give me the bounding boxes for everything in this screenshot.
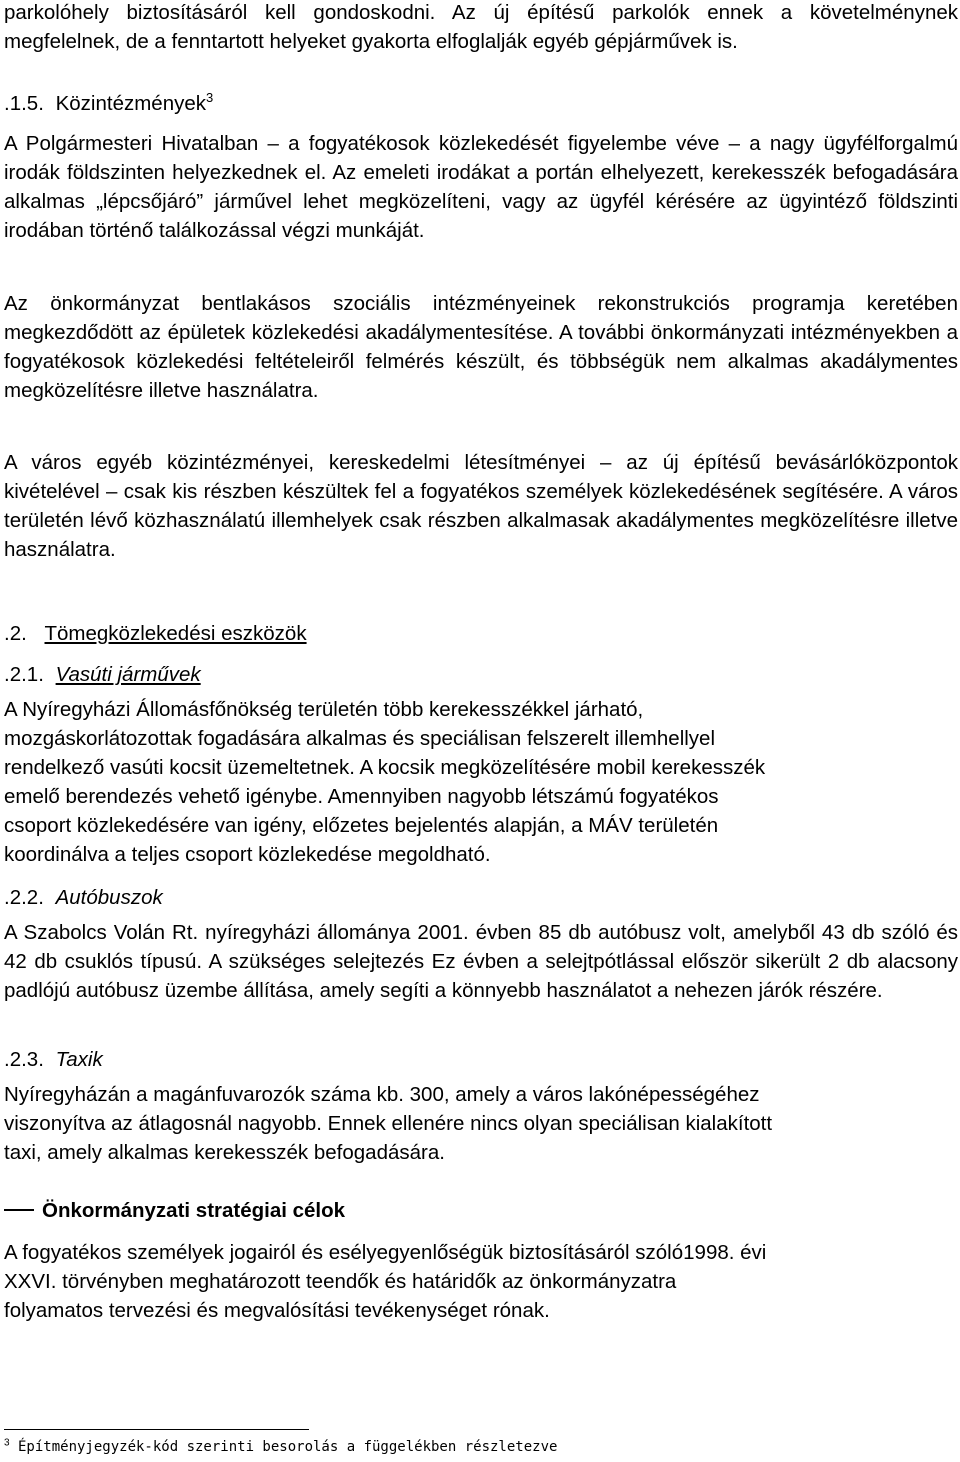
section-title: Taxik (55, 1048, 103, 1071)
text-line: rendelkező vasúti kocsit üzemeltetnek. A kocsik megközelítésére mobil kerekesszék (4, 756, 766, 779)
paragraph-social-institutions: Az önkormányzat bentlakásos szociális intézményeinek rekonstrukciós programja keretében megkezdődött az épületek közlekedési akadálymentesítése. A további önkormányzati intézményekben a fogyatékosok közlekedési feltételeiről felmérés készült, és többségük nem alkalmas akadálymentes megközelítésre illetve használatra. (4, 292, 958, 402)
footnote-divider (4, 1429, 309, 1430)
section-number: .2.3. (4, 1048, 44, 1071)
text-line: csoport közlekedésére van igény, előzetes bejelentés alapján, a MÁV területén (4, 814, 719, 837)
text-line: viszonyítva az átlagosnál nagyobb. Ennek ellenére nincs olyan speciálisan kialakított (4, 1112, 773, 1135)
section-heading-2-2 (4, 883, 163, 912)
paragraph-mayors-office: A Polgármesteri Hivatalban – a fogyatékosok közlekedését figyelembe véve – a nagy ügyfélforgalmú irodák földszinten helyezkednek el. Az emeleti irodákat a portán elhelyezett, kerekesszék befogadására alkalmas „lépcsőjáró” járművel lehet megközelíteni, vagy az ügyfél kérésére az ügyintéző földszinti irodában történő találkozással végzi munkáját. (4, 132, 958, 242)
section-title: Tömegközlekedési eszközök (44, 622, 307, 645)
paragraph-strategy (4, 1238, 958, 1325)
section-title: Autóbuszok (55, 886, 163, 909)
section-heading-2 (4, 619, 307, 648)
text-line: XXVI. törvényben meghatározott teendők és határidők az önkormányzatra (4, 1270, 677, 1293)
text-line: Nyíregyházán a magánfuvarozók száma kb. 300, amely a város lakónépességéhez (4, 1083, 760, 1106)
section-number: .2. (4, 622, 27, 645)
text-line: emelő berendezés vehető igénybe. Amennyiben nagyobb létszámú fogyatékos (4, 785, 719, 808)
section-number: .2.2. (4, 886, 44, 909)
section-title: Vasúti járművek (55, 663, 201, 686)
paragraph-parking: parkolóhely biztosításáról kell gondoskodni. Az új építésű parkolók ennek a követelménynek megfelelnek, de a fenntartott helyeket gyakorta elfoglalják egyéb gépjárművek is. (4, 1, 958, 53)
footnote-text: Építményjegyzék-kód szerinti besorolás a függelékben részletezve (18, 1439, 558, 1455)
text-line: A Nyíregyházi Állomásfőnökség területén több kerekesszékkel járható, (4, 698, 644, 721)
dash-bullet-icon (4, 1209, 34, 1211)
footnote-number: 3 (4, 1437, 10, 1449)
paragraph-railway (4, 695, 958, 869)
footnote (4, 1437, 557, 1457)
section-title: Közintézmények (55, 92, 207, 115)
section-heading-2-1 (4, 660, 201, 689)
paragraph-buses: A Szabolcs Volán Rt. nyíregyházi állománya 2001. évben 85 db autóbusz volt, amelyből 43 db szóló és 42 db csuklós típusú. A szükséges selejtezés Ez évben a selejtpótlással először sikerült 2 db alacsony padlójú autóbusz üzembe állítása, amely segíti a könnyebb használatot a nehezen járók részére. (4, 921, 958, 1002)
strategy-heading (4, 1196, 345, 1225)
paragraph-taxis (4, 1080, 958, 1167)
section-number: .2.1. (4, 663, 44, 686)
text-line: folyamatos tervezési és megvalósítási tevékenységet rónak. (4, 1299, 550, 1322)
paragraph-public-institutions: A város egyéb közintézményei, kereskedelmi létesítményei – az új építésű bevásárlóközpontok kivételével – csak kis részben készültek fel a fogyatékos személyek közlekedésének segítésére. A város területén lévő közhasználatú illemhelyek csak részben alkalmasak akadálymentes megközelítésre illetve használatra. (4, 451, 958, 561)
section-title: Önkormányzati stratégiai célok (42, 1199, 346, 1222)
text-line: A fogyatékos személyek jogairól és esélyegyenlőségük biztosításáról szóló1998. évi (4, 1241, 767, 1264)
section-heading-1-5 (4, 89, 213, 118)
section-number: .1.5. (4, 92, 44, 115)
text-line: koordinálva a teljes csoport közlekedése megoldható. (4, 843, 491, 866)
text-line: mozgáskorlátozottak fogadására alkalmas és speciálisan felszerelt illemhellyel (4, 727, 716, 750)
text-line: taxi, amely alkalmas kerekesszék befogadására. (4, 1141, 445, 1164)
section-heading-2-3 (4, 1045, 103, 1074)
footnote-ref: 3 (206, 90, 214, 106)
